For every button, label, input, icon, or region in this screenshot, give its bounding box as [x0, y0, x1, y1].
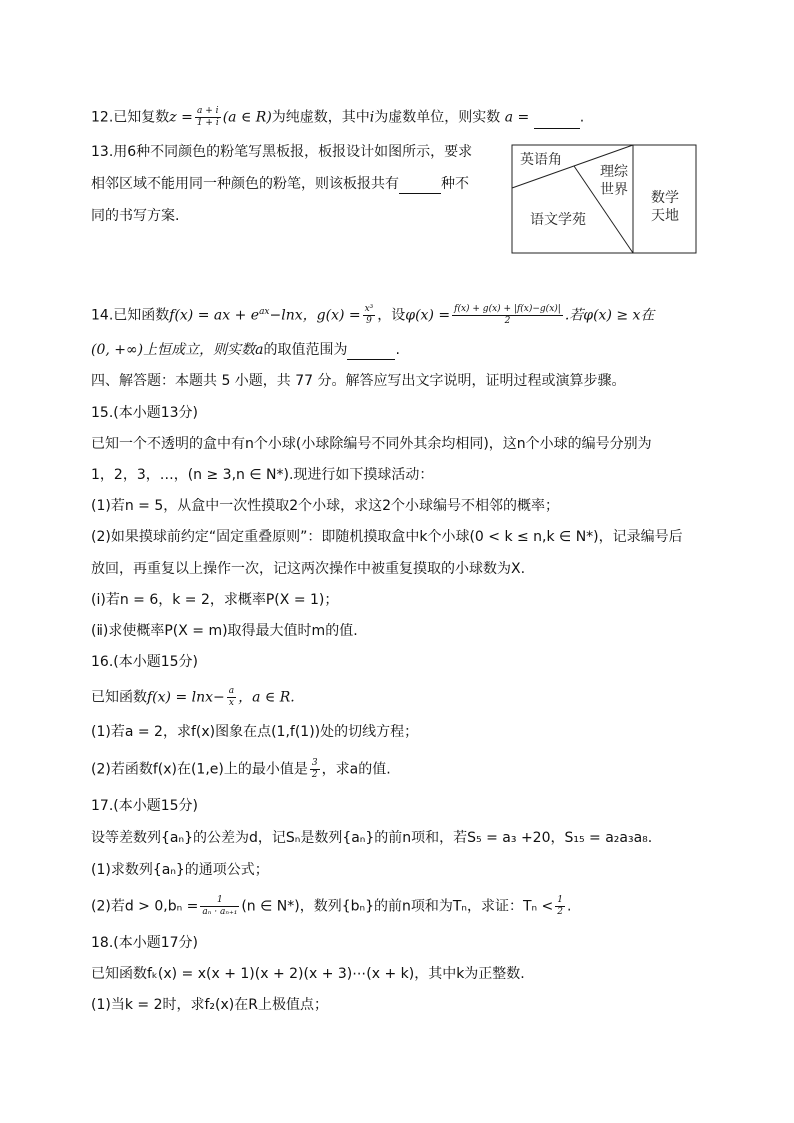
question-18-heading: 18.(本小题17分) [91, 935, 199, 951]
question-16-line-2: (1)若a = 2，求f(x)图象在点(1,f(1))处的切线方程； [91, 724, 419, 740]
question-17-line-2: (1)求数列{aₙ}的通项公式； [91, 862, 269, 878]
blackboard-diagram [508, 142, 700, 256]
question-15-line-6: (ⅰ)若n = 6，k = 2，求概率P(X = 1)； [91, 592, 339, 608]
answer-blank[interactable] [534, 114, 580, 129]
region-science-b: 世界 [600, 182, 628, 198]
region-math-a: 数学 [651, 190, 679, 206]
question-13-line-1: 13.用6种不同颜色的粉笔写黑板报，板报设计如图所示，要求 [91, 144, 473, 160]
question-17-heading: 17.(本小题15分) [91, 798, 199, 814]
question-12: 12.已知复数z = $\frac{a + i}{1 + i}$ (a ∈ R)为纯虚数，其中i为虚数单位，则实数 a = . [91, 106, 585, 128]
question-15-line-1: 已知一个不透明的盒中有n个小球(小球除编号不同外其余均相同)，这n个小球的编号分别为 [91, 436, 652, 452]
answer-blank[interactable] [347, 345, 395, 360]
question-14-line-2: (0, +∞)上恒成立，则实数a的取值范围为 . [91, 342, 400, 358]
question-15-line-2: 1，2，3，…，(n ≥ 3,n ∈ N*).现进行如下摸球活动： [91, 467, 434, 483]
question-16-line-1: 已知函数f(x) = lnx− $\frac{a}{x}$ ，a ∈ R. [91, 686, 295, 708]
question-15-line-5: 放回，再重复以上操作一次，记这两次操作中被重复摸取的小球数为X. [91, 561, 526, 577]
section-4-heading: 四、解答题：本题共 5 小题，共 77 分。解答应写出文字说明，证明过程或演算步骤。 [91, 373, 626, 389]
question-14-line-1: 14.已知函数f(x) = ax + $e^{ax}-\ln x$，g(x) = $\frac{\text{x³}}{9}$ ，设φ(x) = $\frac{f(x) + g(x) + |f(x)-g(x)|}{2}$ .若φ(x) ≥ x在 [91, 304, 655, 327]
fraction: $\frac{a + i}{1 + i}$ [196, 106, 219, 128]
question-13-line-2: 相邻区域不能用同一种颜色的粉笔，则该板报共有 种不 [91, 176, 469, 192]
question-18-line-1: 已知函数fₖ(x) = x(x + 1)(x + 2)(x + 3)⋯(x + k)，其中k为正整数. [91, 966, 525, 982]
question-13-line-3: 同的书写方案. [91, 208, 180, 224]
question-15-line-3: (1)若n = 5，从盒中一次性摸取2个小球，求这2个小球编号不相邻的概率； [91, 498, 560, 514]
question-18-line-2: (1)当k = 2时，求f₂(x)在R上极值点； [91, 997, 328, 1013]
question-16-heading: 16.(本小题15分) [91, 654, 199, 670]
region-chinese: 语文学苑 [530, 212, 586, 228]
region-english: 英语角 [520, 152, 562, 168]
question-17-line-1: 设等差数列{aₙ}的公差为d，记Sₙ是数列{aₙ}的前n项和，若S₅ = a₃ +20，S₁₅ = a₂a₃a₈. [91, 830, 653, 846]
question-15-line-4: (2)如果摸球前约定“固定重叠原则”：即随机摸取盒中k个小球(0 < k ≤ n,k ∈ N*)，记录编号后 [91, 529, 683, 545]
region-math-b: 天地 [651, 208, 679, 224]
question-17-line-3: (2)若d > 0,bₙ = $\frac{1}{\text{aₙ · aₙ₊₁}}$ (n ∈ N*)，数列{bₙ}的前n项和为Tₙ，求证：Tₙ < $\frac{1}{2}$ . [91, 895, 572, 917]
question-15-line-7: (ⅱ)求使概率P(X = m)取得最大值时m的值. [91, 623, 358, 639]
question-15-heading: 15.(本小题13分) [91, 405, 199, 421]
answer-blank[interactable] [399, 179, 441, 194]
region-science-a: 理综 [600, 164, 628, 180]
question-16-line-3: (2)若函数f(x)在(1,e)上的最小值是 $\frac{3}{2}$ ，求a的值. [91, 758, 391, 780]
